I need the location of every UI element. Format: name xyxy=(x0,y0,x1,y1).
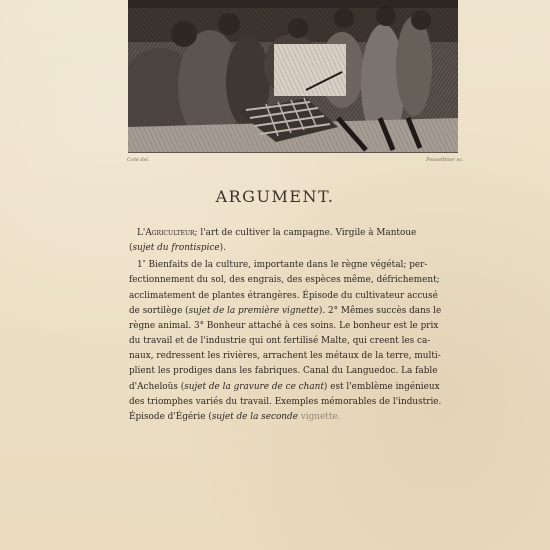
text-line-6-a: de sortilège ( xyxy=(129,305,189,316)
text-line-13-b: sujet de la seconde xyxy=(211,411,298,422)
text-line-3-c: Bienfaits de la culture, importante dans le règne végétal; per- xyxy=(145,260,428,271)
text-line-2 xyxy=(129,241,456,256)
text-line-13-c: vignette. xyxy=(297,411,341,422)
text-line-3-b: ° xyxy=(142,260,146,268)
text-line-1-c: ; l'art de cultiver la campagne. Virgile à Mantoue xyxy=(194,228,417,238)
text-line-13-a: Épisode d'Égérie ( xyxy=(129,411,212,422)
page-title: ARGUMENT. xyxy=(215,187,335,206)
text-line-11-c: ) est l'emblème ingénieux xyxy=(323,381,440,392)
text-line-7: règne animal. 3° Bonheur attaché à ces soins. Le bonheur est le prix xyxy=(129,320,439,331)
text-line-13 xyxy=(129,410,456,425)
text-line-5: acclimatement de plantes étrangères. Épisode du cultivateur accusé xyxy=(129,290,438,301)
engraving-artwork xyxy=(128,0,458,152)
text-line-3-a: 1 xyxy=(137,260,143,271)
argument-text xyxy=(129,226,456,425)
text-line-9: naux, redressent les rivières, arrachent les métaux de la terre, multi- xyxy=(129,351,441,362)
engraving-caption-right: Pouvelthier sc. xyxy=(426,157,464,163)
engraving-caption-left: Cohi del. xyxy=(127,157,150,163)
text-line-3 xyxy=(129,256,456,273)
text-line-1 xyxy=(129,226,456,241)
text-line-10: plient les prodiges dans les fabriques. Canal du Languedoc. La fable xyxy=(129,366,438,377)
text-line-2-b: sujet du frontispice xyxy=(132,243,220,254)
text-line-2-a: ( xyxy=(129,243,133,254)
text-line-11 xyxy=(129,380,456,395)
engraving-illustration xyxy=(128,0,458,153)
text-line-11-b: sujet de la gravure de ce chant xyxy=(184,381,324,392)
text-line-1-a: L' xyxy=(137,228,146,238)
text-line-11-a: d'Acheloüs ( xyxy=(129,381,185,392)
text-line-6 xyxy=(129,304,456,319)
text-line-12: des triomphes variés du travail. Exemples mémorables de l'industrie. xyxy=(129,396,442,407)
text-line-6-b: sujet de la première vignette xyxy=(188,305,319,316)
text-line-8: du travail et de l'industrie qui ont fertilisé Malte, qui creent les ca- xyxy=(129,336,431,347)
text-line-4: fectionnement du sol, des engrais, des espèces même, défrichement; xyxy=(129,275,440,286)
text-line-1-b: Agriculteur xyxy=(145,228,195,238)
text-line-6-c: ). 2° Mêmes succès dans le xyxy=(318,305,442,316)
text-line-2-c: ). xyxy=(219,243,226,254)
